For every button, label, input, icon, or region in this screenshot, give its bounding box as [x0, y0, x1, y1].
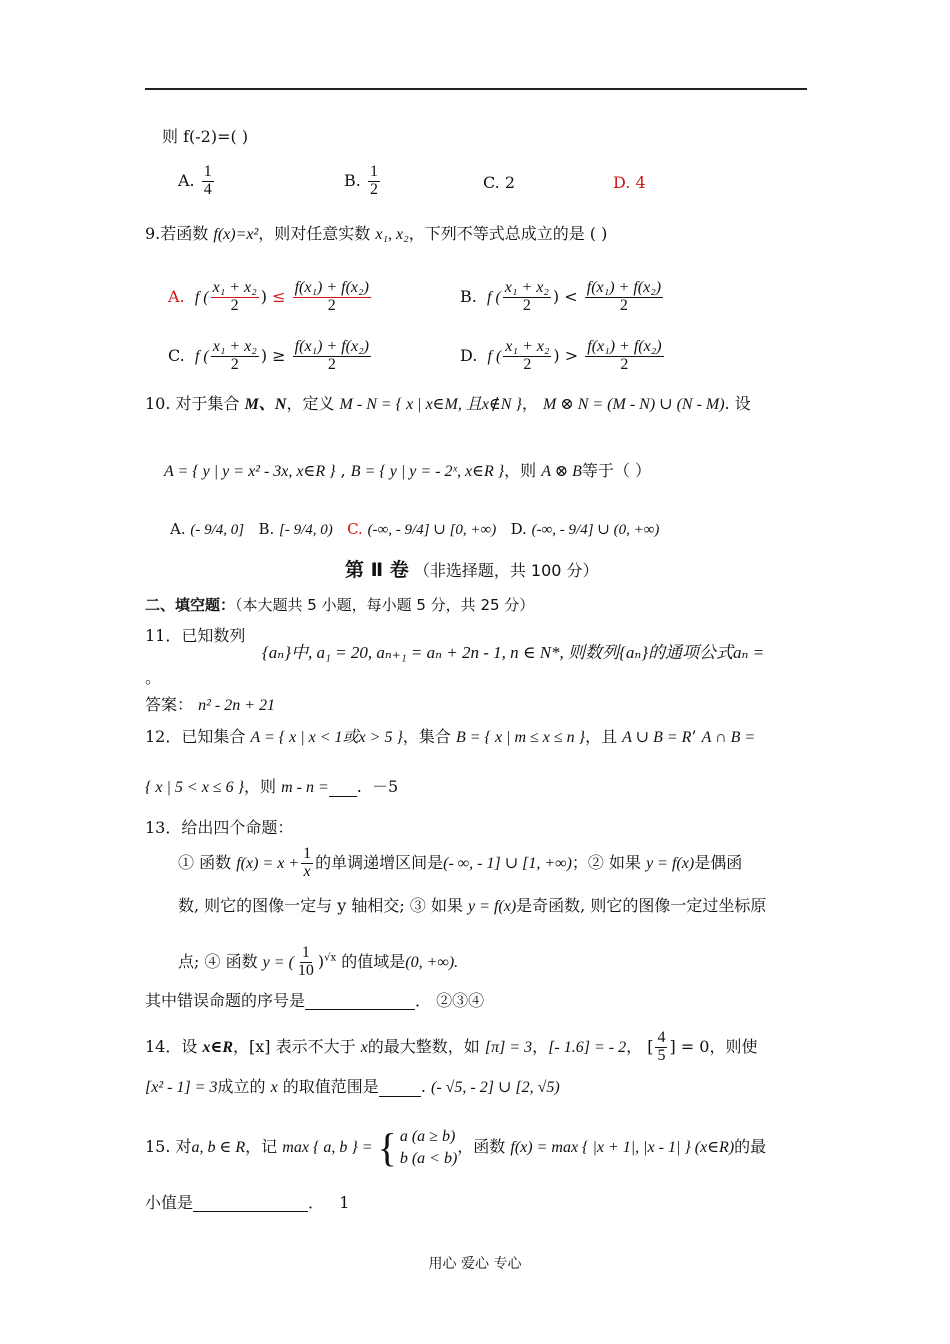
q9-option-a: A. f ( $\frac{\text{x₁ + x₂}}{2}$ ) ≤ $\frac{\text{f(x₁) + f(x₂)}}{2}$ — [168, 279, 369, 314]
q9-option-d: D. f ( $\frac{\text{x₁ + x₂}}{2}$ ) > $\frac{\text{f(x₁) + f(x₂)}}{2}$ — [460, 338, 662, 373]
q9-stem: 9.若函数 f(x)=x²，则对任意实数 x₁, x₂，下列不等式总成立的是 ( ) — [145, 224, 608, 243]
q15-line1: 15. 对a, b ∈ R，记 max { a, b } = { a (a ≥ b) b (a < b) ，函数 f(x) = max { |x + 1|, |x - 1| } (x∈R)的最 — [145, 1124, 767, 1170]
q11-stem: 11．已知数列 — [145, 626, 246, 645]
page-footer: 用心 爱心 专心 — [428, 1256, 522, 1272]
q8-option-b: B. $\frac{1}{2}$ — [344, 163, 378, 198]
q10-option-a: A. (- 9/4, 0] — [170, 520, 245, 538]
q8-stem: 则 f(-2)=( ) — [162, 127, 249, 146]
q11-formula: {aₙ}中, a₁ = 20, aₙ₊₁ = aₙ + 2n - 1, n ∈ N*, 则数列{aₙ}的通项公式aₙ = — [262, 643, 765, 662]
q8-option-d: D. 4 — [613, 173, 646, 192]
q11-answer: 答案： n² - 2n + 21 — [145, 695, 276, 714]
q13-line3: 点; ④ 函数 y = ( $\frac{1}{10}$ )$^{√x}$ 的值域是(0, +∞). — [178, 944, 459, 979]
q13-error-line: 其中错误命题的序号是 ． ②③④ — [145, 991, 485, 1010]
q10-option-b: B. [- 9/4, 0) — [258, 520, 333, 538]
q8-option-a: A. $\frac{1}{4}$ — [178, 163, 212, 198]
q12-line1: 12．已知集合 A = { x | x < 1或x > 5 }，集合 B = { x | m ≤ x ≤ n }，且 A ∪ B = R’ A ∩ B = — [145, 727, 756, 746]
q13-title: 13．给出四个命题： — [145, 818, 294, 837]
section-title: 第 Ⅱ 卷 （非选择题，共 100 分） — [345, 559, 599, 581]
q10-stem: 10. 对于集合 M、N，定义 M - N = { x | x∈M, 且x∉N }， M ⊗ N = (M - N) ∪ (N - M). 设 — [145, 394, 751, 413]
q10-option-c: C. (-∞, - 9/4] ∪ [0, +∞) — [347, 520, 497, 538]
q14-line2: [x² - 1] = 3成立的 x 的取值范围是 . (- √5, - 2] ∪ [2, √5) — [145, 1077, 560, 1096]
q9-option-c: C. f ( $\frac{\text{x₁ + x₂}}{2}$ ) ≥ $\frac{\text{f(x₁) + f(x₂)}}{2}$ — [168, 338, 369, 373]
q11-end: 。 — [145, 668, 162, 687]
header-rule — [145, 88, 807, 90]
q14-line1: 14．设 x∈R，[x] 表示不大于 x的最大整数，如 [π] = 3，[- 1.6] = - 2， [ $\frac{4}{5}$ ] = 0，则使 — [145, 1029, 758, 1064]
q10-option-d: D. (-∞, - 9/4] ∪ (0, +∞) — [510, 520, 660, 538]
fill-heading: 二、填空题：（本大题共 5 小题，每小题 5 分，共 25 分） — [145, 596, 535, 614]
q13-line1: ① 函数 f(x) = x + $\frac{1}{x}$ 的单调递增区间是(- ∞, - 1] ∪ [1, +∞)；② 如果 y = f(x)是偶函 — [178, 845, 743, 880]
q8-option-c: C. 2 — [483, 173, 516, 192]
q12-line2: { x | 5 < x ≤ 6 }，则 m - n = . －5 — [145, 777, 399, 796]
q10-sets: A = { y | y = x² - 3x, x∈R } , B = { y | y = - 2ˣ, x∈R }，则 A ⊗ B等于（ ） — [164, 461, 651, 480]
q13-line2: 数, 则它的图像一定与 y 轴相交; ③ 如果 y = f(x)是奇函数, 则它的图像一定过坐标原 — [178, 896, 767, 915]
q9-option-b: B. f ( $\frac{\text{x₁ + x₂}}{2}$ ) < $\frac{\text{f(x₁) + f(x₂)}}{2}$ — [460, 279, 662, 314]
q10-options — [170, 520, 659, 539]
q15-line2: 小值是 ． 1 — [145, 1193, 350, 1212]
